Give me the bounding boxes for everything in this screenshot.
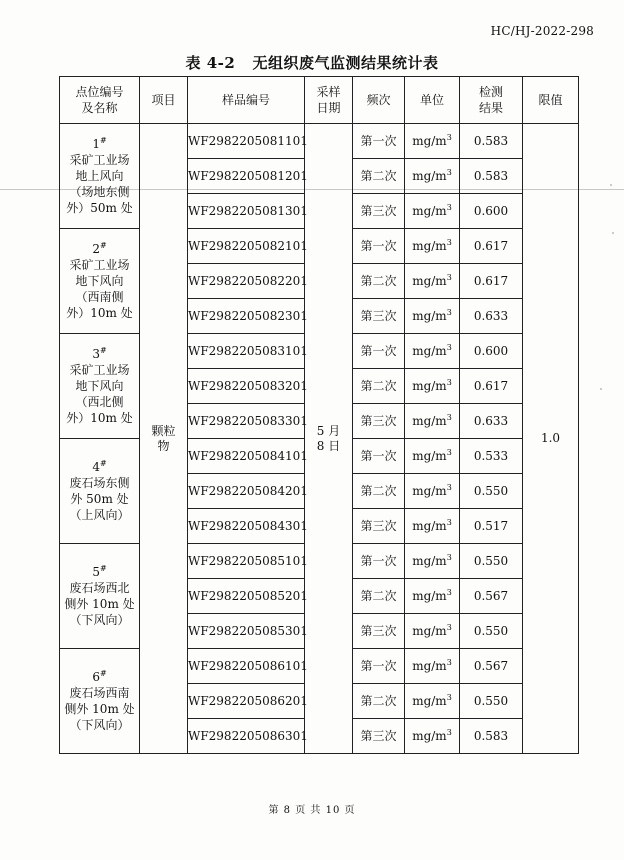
location-cell [60, 229, 140, 334]
location-cell [60, 439, 140, 544]
sample-number-cell: WF2982205083101 [188, 334, 305, 369]
unit-cell: $mg/m^3$ [405, 509, 460, 544]
result-cell: 0.617 [460, 229, 523, 264]
frequency-cell: 第二次 [353, 159, 405, 194]
sample-number-cell: WF2982205086301 [188, 719, 305, 754]
result-cell: 0.550 [460, 684, 523, 719]
location-cell [60, 544, 140, 649]
result-cell: 0.617 [460, 369, 523, 404]
header-result: 检测 结果 [460, 77, 523, 124]
result-cell: 0.533 [460, 439, 523, 474]
location-cell [60, 124, 140, 229]
scan-speck [610, 184, 612, 186]
result-cell: 0.583 [460, 159, 523, 194]
result-cell: 0.600 [460, 194, 523, 229]
table-body [60, 124, 579, 754]
result-cell: 0.550 [460, 614, 523, 649]
sample-number-cell: WF2982205085101 [188, 544, 305, 579]
unit-cell: $mg/m^3$ [405, 194, 460, 229]
header-unit: 单位 [405, 77, 460, 124]
frequency-cell: 第三次 [353, 509, 405, 544]
scan-speck [612, 232, 614, 234]
unit-cell: $mg/m^3$ [405, 299, 460, 334]
limit-cell: 1.0 [523, 124, 579, 754]
frequency-cell: 第三次 [353, 719, 405, 754]
header-sample-no: 样品编号 [188, 77, 305, 124]
sample-number-cell: WF2982205082301 [188, 299, 305, 334]
unit-cell: $mg/m^3$ [405, 719, 460, 754]
result-cell: 0.633 [460, 404, 523, 439]
header-item: 项目 [140, 77, 188, 124]
frequency-cell: 第一次 [353, 334, 405, 369]
header-limit: 限值 [523, 77, 579, 124]
sample-number-cell: WF2982205081101 [188, 124, 305, 159]
unit-cell: $mg/m^3$ [405, 404, 460, 439]
result-cell: 0.567 [460, 649, 523, 684]
result-cell: 0.567 [460, 579, 523, 614]
location-number: 5# [92, 564, 107, 579]
unit-cell: $mg/m^3$ [405, 369, 460, 404]
sample-number-cell: WF2982205086201 [188, 684, 305, 719]
frequency-cell: 第一次 [353, 649, 405, 684]
sample-number-cell: WF2982205085301 [188, 614, 305, 649]
sample-number-cell: WF2982205082101 [188, 229, 305, 264]
unit-cell: $mg/m^3$ [405, 334, 460, 369]
unit-cell: $mg/m^3$ [405, 229, 460, 264]
unit-cell: $mg/m^3$ [405, 579, 460, 614]
frequency-cell: 第一次 [353, 229, 405, 264]
frequency-cell: 第三次 [353, 614, 405, 649]
unit-cell: $mg/m^3$ [405, 124, 460, 159]
sampling-date-cell: 5 月 8 日 [305, 124, 353, 754]
location-number: 4# [92, 459, 107, 474]
table-title: 表 4-2 无组织废气监测结果统计表 [185, 54, 439, 72]
header-frequency: 频次 [353, 77, 405, 124]
unit-cell: $mg/m^3$ [405, 439, 460, 474]
sample-number-cell: WF2982205081201 [188, 159, 305, 194]
frequency-cell: 第二次 [353, 369, 405, 404]
location-name: 废石场西南 侧外 10m 处 （下风向） [64, 686, 135, 732]
frequency-cell: 第三次 [353, 194, 405, 229]
location-cell [60, 334, 140, 439]
result-cell: 0.583 [460, 719, 523, 754]
page-footer: 第 8 页 共 10 页 [268, 805, 356, 816]
result-cell: 0.583 [460, 124, 523, 159]
unit-cell: $mg/m^3$ [405, 544, 460, 579]
location-name: 废石场东侧 外 50m 处 （上风向） [69, 476, 130, 522]
unit-cell: $mg/m^3$ [405, 159, 460, 194]
table-header-row [60, 77, 579, 124]
location-name: 废石场西北 侧外 10m 处 （下风向） [64, 581, 135, 627]
frequency-cell: 第二次 [353, 684, 405, 719]
sample-number-cell: WF2982205083201 [188, 369, 305, 404]
result-cell: 0.633 [460, 299, 523, 334]
scan-speck [600, 388, 602, 390]
frequency-cell: 第一次 [353, 124, 405, 159]
sample-number-cell: WF2982205085201 [188, 579, 305, 614]
monitoring-results-table-container [59, 76, 578, 754]
location-number: 1# [92, 136, 107, 151]
header-location: 点位编号 及名称 [60, 77, 140, 124]
result-cell: 0.617 [460, 264, 523, 299]
frequency-cell: 第二次 [353, 579, 405, 614]
unit-cell: $mg/m^3$ [405, 264, 460, 299]
unit-cell: $mg/m^3$ [405, 474, 460, 509]
frequency-cell: 第三次 [353, 404, 405, 439]
result-cell: 0.600 [460, 334, 523, 369]
frequency-cell: 第三次 [353, 299, 405, 334]
sample-number-cell: WF2982205081301 [188, 194, 305, 229]
sample-number-cell: WF2982205082201 [188, 264, 305, 299]
location-cell [60, 649, 140, 754]
frequency-cell: 第二次 [353, 264, 405, 299]
location-number: 3# [92, 346, 107, 361]
unit-cell: $mg/m^3$ [405, 649, 460, 684]
frequency-cell: 第一次 [353, 439, 405, 474]
unit-cell: $mg/m^3$ [405, 614, 460, 649]
location-number: 2# [92, 241, 107, 256]
item-cell: 颗粒 物 [140, 124, 188, 754]
location-name: 采矿工业场 地下风向 （西南侧 外）10m 处 [66, 258, 133, 320]
location-number: 6# [92, 669, 107, 684]
sample-number-cell: WF2982205084301 [188, 509, 305, 544]
monitoring-results-table [59, 76, 579, 754]
sample-number-cell: WF2982205086101 [188, 649, 305, 684]
result-cell: 0.517 [460, 509, 523, 544]
result-cell: 0.550 [460, 474, 523, 509]
header-date: 采样 日期 [305, 77, 353, 124]
location-name: 采矿工业场 地上风向 （场地东侧 外）50m 处 [66, 153, 133, 215]
location-name: 采矿工业场 地下风向 （西北侧 外）10m 处 [66, 363, 133, 425]
frequency-cell: 第一次 [353, 544, 405, 579]
frequency-cell: 第二次 [353, 474, 405, 509]
sample-number-cell: WF2982205083301 [188, 404, 305, 439]
unit-cell: $mg/m^3$ [405, 684, 460, 719]
result-cell: 0.550 [460, 544, 523, 579]
sample-number-cell: WF2982205084201 [188, 474, 305, 509]
table-row [60, 124, 579, 159]
document-code: HC/HJ-2022-298 [490, 24, 594, 38]
sample-number-cell: WF2982205084101 [188, 439, 305, 474]
